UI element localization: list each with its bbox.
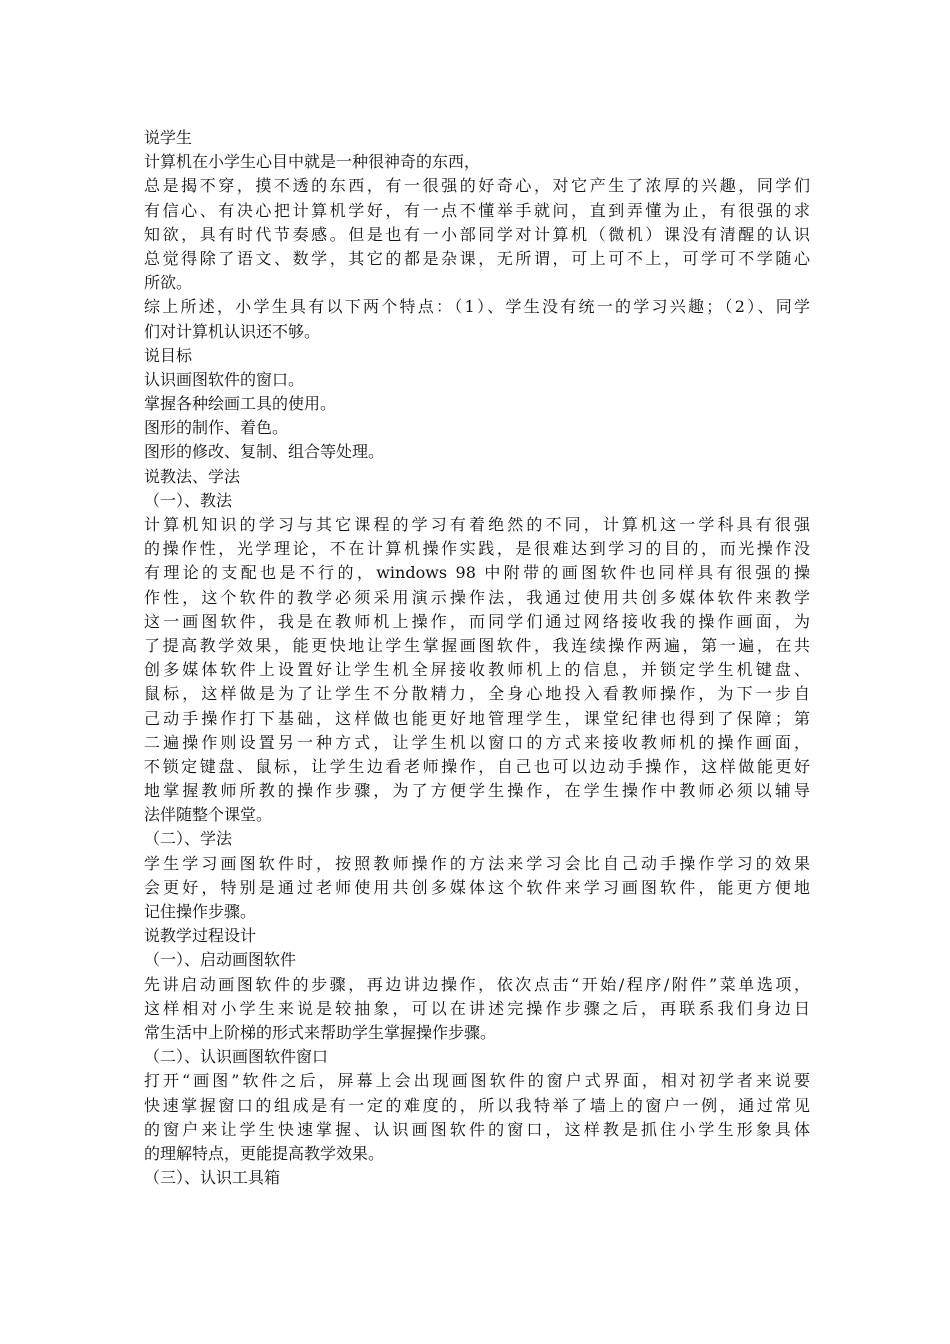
text-line: 总觉得除了语文、数学，其它的都是杂课，无所谓，可上可不上，可学可不学随心	[144, 248, 810, 268]
text-line: 先讲启动画图软件的步骤，再边讲边操作，依次点击“开始/程序/附件”菜单选项，	[144, 974, 810, 994]
text-line: 快速掌握窗口的组成是有一定的难度的，所以我特举了墙上的窗户一例，通过常见	[144, 1095, 810, 1115]
text-line: 学生学习画图软件时，按照教师操作的方法来学习会比自己动手操作学习的效果	[144, 853, 810, 873]
text-line: （三）、认识工具箱	[144, 1168, 281, 1188]
text-line: 所欲。	[144, 273, 193, 293]
text-line: 说教法、学法	[144, 466, 241, 486]
text-line: 这一画图软件，我是在教师机上操作，而同学们通过网络接收我的操作画面，为	[144, 611, 810, 631]
text-line: 们对计算机认识还不够。	[144, 321, 321, 341]
document-page	[144, 126, 810, 1190]
text-line: （二）、学法	[144, 829, 233, 849]
text-line: 说学生	[144, 128, 193, 147]
text-line: （一）、启动画图软件	[144, 950, 297, 970]
text-line: 会更好，特别是通过老师使用共创多媒体这个软件来学习画图软件，能更方便地	[144, 877, 810, 897]
text-line: 地掌握教师所教的操作步骤，为了方便学生操作，在学生操作中教师必须以辅导	[144, 781, 810, 801]
text-line: 不锁定键盘、鼠标，让学生边看老师操作，自己也可以边动手操作，这样做能更好	[144, 756, 810, 776]
text-line: 计算机在小学生心目中就是一种很神奇的东西，	[144, 152, 481, 172]
text-line: 常生活中上阶梯的形式来帮助学生掌握操作步骤。	[144, 1022, 497, 1042]
text-line: 二遍操作则设置另一种方式，让学生机以窗口的方式来接收教师机的操作画面，	[144, 732, 810, 752]
text-line: 说目标	[144, 345, 193, 365]
text-line: 的操作性，光学理论，不在计算机操作实践，是很难达到学习的目的，而光操作没	[144, 539, 810, 559]
text-line: 打开“画图”软件之后，屏幕上会出现画图软件的窗户式界面，相对初学者来说要	[144, 1071, 810, 1091]
text-line: 计算机知识的学习与其它课程的学习有着绝然的不同，计算机这一学科具有很强	[144, 515, 810, 534]
text-line: 有理论的支配也是不行的，windows 98 中附带的画图软件也同样具有很强的操	[144, 563, 810, 583]
text-line: 知欲，具有时代节奏感。但是也有一小部同学对计算机（微机）课没有清醒的认识	[144, 224, 810, 244]
text-line: （二）、认识画图软件窗口	[144, 1047, 329, 1067]
text-line: 说教学过程设计	[144, 926, 257, 946]
text-line: 法伴随整个课堂。	[144, 805, 273, 825]
text-line: （一）、教法	[144, 490, 233, 510]
text-line: 的窗户来让学生快速掌握、认识画图软件的窗口，这样教是抓住小学生形象具体	[144, 1119, 810, 1139]
text-line: 记住操作步骤。	[144, 902, 257, 921]
text-line: 鼠标，这样做是为了让学生不分散精力，全身心地投入看教师操作，为下一步自	[144, 684, 810, 704]
text-line: 作性，这个软件的教学必须采用演示操作法，我通过使用共创多媒体软件来教学	[144, 587, 810, 607]
text-line: 掌握各种绘画工具的使用。	[144, 394, 337, 414]
text-line: 了提高教学效果，能更快地让学生掌握画图软件，我连续操作两遍，第一遍，在共	[144, 635, 810, 655]
text-line: 综上所述，小学生具有以下两个特点：（1）、学生没有统一的学习兴趣；（2）、同学	[144, 297, 810, 317]
text-line: 的理解特点，更能提高教学效果。	[144, 1143, 385, 1163]
text-line: 这样相对小学生来说是较抽象，可以在讲述完操作步骤之后，再联系我们身边日	[144, 998, 810, 1018]
text-line: 有信心、有决心把计算机学好，有一点不懂举手就问，直到弄懂为止，有很强的求	[144, 200, 810, 220]
text-line: 总是揭不穿，摸不透的东西，有一很强的好奇心，对它产生了浓厚的兴趣，同学们	[144, 176, 810, 196]
text-line: 己动手操作打下基础，这样做也能更好地管理学生，课堂纪律也得到了保障；第	[144, 708, 810, 728]
text-line: 认识画图软件的窗口。	[144, 369, 305, 389]
text-line: 创多媒体软件上设置好让学生机全屏接收教师机上的信息，并锁定学生机键盘、	[144, 660, 810, 680]
text-line: 图形的制作、着色。	[144, 418, 289, 438]
text-line: 图形的修改、复制、组合等处理。	[144, 442, 385, 462]
